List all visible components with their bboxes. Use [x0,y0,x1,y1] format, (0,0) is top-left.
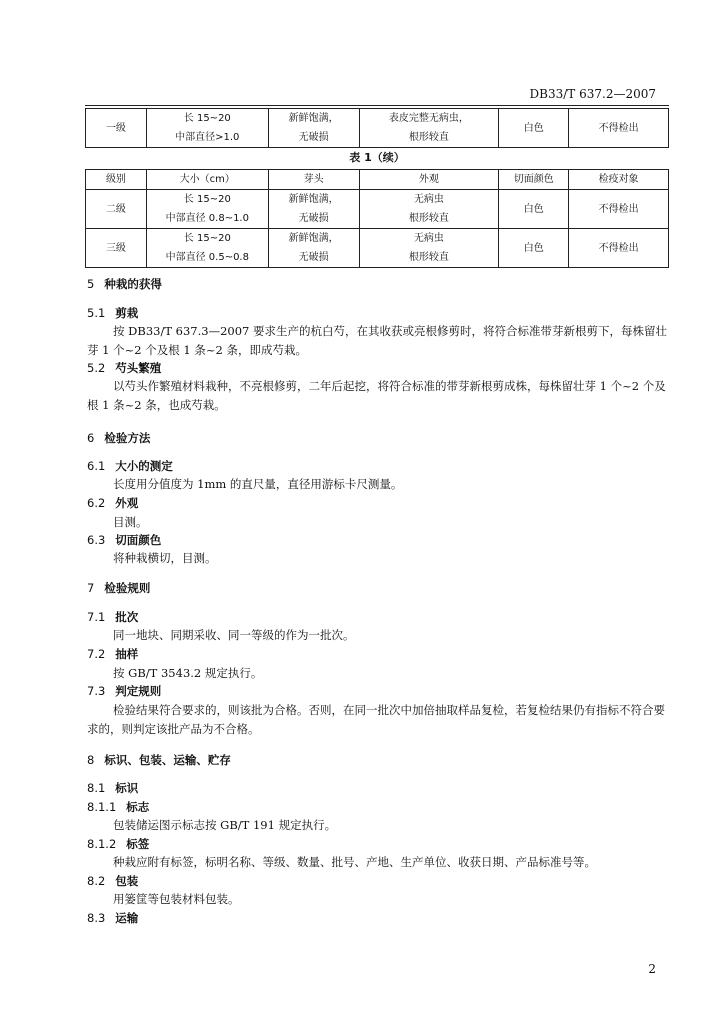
table-header-row [86,170,669,190]
section-number: 5.2 [87,361,106,375]
cell-look-line: 根形较直 [408,252,449,263]
header-size: 大小（cm） [146,170,268,190]
section-number: 6.1 [87,459,106,473]
header-quarantine: 检疫对象 [569,170,669,190]
cell-size-line: 中部直径>1.0 [175,132,240,143]
section-7-3-heading [87,683,161,699]
section-title: 包装 [115,874,139,888]
cell-look [359,109,499,148]
cell-color: 白色 [499,109,569,148]
cell-size [146,229,268,268]
header-rule [85,105,669,106]
header-bud: 芽头 [268,170,359,190]
section-8-2-text: 用篓筐等包装材料包装。 [113,892,240,906]
section-8-2-heading [87,873,138,889]
section-title: 检验规则 [104,581,151,595]
section-number: 7.1 [87,610,106,624]
cell-bud-line: 新鲜饱满， [288,194,339,205]
section-6-3-text: 将种栽横切，目测。 [113,551,217,565]
section-number: 7.3 [87,684,106,698]
section-6-heading [87,430,150,446]
section-number: 7.2 [87,647,106,661]
section-6-1-heading [87,458,173,474]
section-8-3-heading [87,910,138,926]
section-title: 大小的测定 [115,459,173,473]
cell-size [146,109,268,148]
cell-grade: 一级 [86,109,147,148]
cell-look-line: 根形较直 [408,213,449,224]
cell-color: 白色 [499,190,569,229]
section-7-heading [87,580,150,596]
cell-size-line: 长 15~20 [183,233,231,244]
section-number: 8.1.2 [87,837,117,851]
table-caption: 表 1（续） [349,151,405,164]
section-8-1-heading [87,780,138,796]
cell-grade: 二级 [86,190,147,229]
header-look: 外观 [359,170,499,190]
section-number: 8.1 [87,781,106,795]
section-7-2-text: 按 GB/T 3543.2 规定执行。 [113,666,263,680]
section-title: 标识 [115,781,139,795]
table-row [86,109,669,148]
section-6-3-heading [87,532,161,548]
cell-size-line: 长 15~20 [183,113,231,124]
cell-bud [268,190,359,229]
section-6-2-text: 目测。 [113,515,148,529]
cell-bud-line: 无破损 [298,132,329,143]
cell-bud-line: 无破损 [298,213,329,224]
section-number: 8.3 [87,911,106,925]
cell-look [359,190,499,229]
section-title: 运输 [115,911,139,925]
cell-look-line: 无病虫 [413,233,444,244]
cell-quarantine: 不得检出 [569,109,669,148]
document-code: DB33/T 637.2—2007 [529,87,656,101]
section-title: 检验方法 [104,431,151,445]
section-5-heading [87,276,162,292]
section-8-1-2-text: 种栽应附有标签，标明名称、等级、数量、批号、产地、生产单位、收获日期、产品标准号等。 [113,855,596,869]
section-title: 种栽的获得 [104,277,162,291]
header-color: 切面颜色 [499,170,569,190]
cell-size-line: 中部直径 0.8~1.0 [165,213,249,224]
section-7-2-heading [87,646,138,662]
cell-grade: 三级 [86,229,147,268]
table-1-continued [85,169,669,268]
cell-bud-line: 新鲜饱满， [288,113,339,124]
section-7-1-text: 同一地块、同期采收、同一等级的作为一批次。 [113,628,355,642]
cell-look-line: 根形较直 [408,132,449,143]
table-continued-top [85,108,669,148]
section-title: 抽样 [115,647,139,661]
section-title: 外观 [115,496,139,510]
section-number: 8.1.1 [87,800,117,814]
section-number: 5 [87,277,95,291]
section-title: 标签 [126,837,150,851]
section-title: 批次 [115,610,139,624]
section-5-2-heading [87,360,161,376]
cell-bud-line: 无破损 [298,252,329,263]
section-5-1-heading [87,305,138,321]
table-row [86,229,669,268]
section-6-1-text: 长度用分值度为 1mm 的直尺量，直径用游标卡尺测量。 [113,477,403,491]
section-7-3-text: 检验结果符合要求的，则该批为合格。否则，在同一批次中加倍抽取样品复检，若复检结果仍有指标不符合要求的，则判定该批产品为不合格。 [87,703,665,736]
section-8-1-1-heading [87,799,149,815]
cell-quarantine: 不得检出 [569,190,669,229]
section-8-1-2-heading [87,836,149,852]
cell-color: 白色 [499,229,569,268]
table-row [86,190,669,229]
cell-size-line: 长 15~20 [183,194,231,205]
section-title: 标志 [126,800,150,814]
cell-size-line: 中部直径 0.5~0.8 [165,252,249,263]
section-title: 芍头繁殖 [115,361,162,375]
cell-size [146,190,268,229]
section-title: 切面颜色 [115,533,162,547]
section-title: 判定规则 [115,684,162,698]
section-number: 8 [87,753,95,767]
section-title: 标识、包装、运输、贮存 [104,753,231,767]
section-number: 6.3 [87,533,106,547]
section-8-heading [87,752,231,768]
cell-bud-line: 新鲜饱满， [288,233,339,244]
section-number: 6.2 [87,496,106,510]
section-7-1-heading [87,609,138,625]
section-5-2-text: 以芍头作繁殖材料栽种，不亮根修剪，二年后起挖，将符合标准的带芽新根剪成株，每株留壮芽 1 个~2 个及根 1 条~2 条，也成芍栽。 [87,379,666,412]
cell-look [359,229,499,268]
cell-quarantine: 不得检出 [569,229,669,268]
section-number: 8.2 [87,874,106,888]
header-grade: 级别 [86,170,147,190]
section-number: 6 [87,431,95,445]
cell-bud [268,109,359,148]
cell-look-line: 表皮完整无病虫， [388,113,469,124]
section-title: 剪栽 [115,306,139,320]
cell-look-line: 无病虫 [413,194,444,205]
section-number: 7 [87,581,95,595]
section-5-1-text: 按 DB33/T 637.3—2007 要求生产的杭白芍，在其收获或亮根修剪时，将符合标准带芽新根剪下，每株留壮芽 1 个~2 个及根 1 条~2 条，即成芍栽。 [87,324,668,357]
section-number: 5.1 [87,306,106,320]
cell-bud [268,229,359,268]
page-number: 2 [648,962,656,976]
section-6-2-heading [87,495,138,511]
section-8-1-1-text: 包装储运图示标志按 GB/T 191 规定执行。 [113,818,337,832]
